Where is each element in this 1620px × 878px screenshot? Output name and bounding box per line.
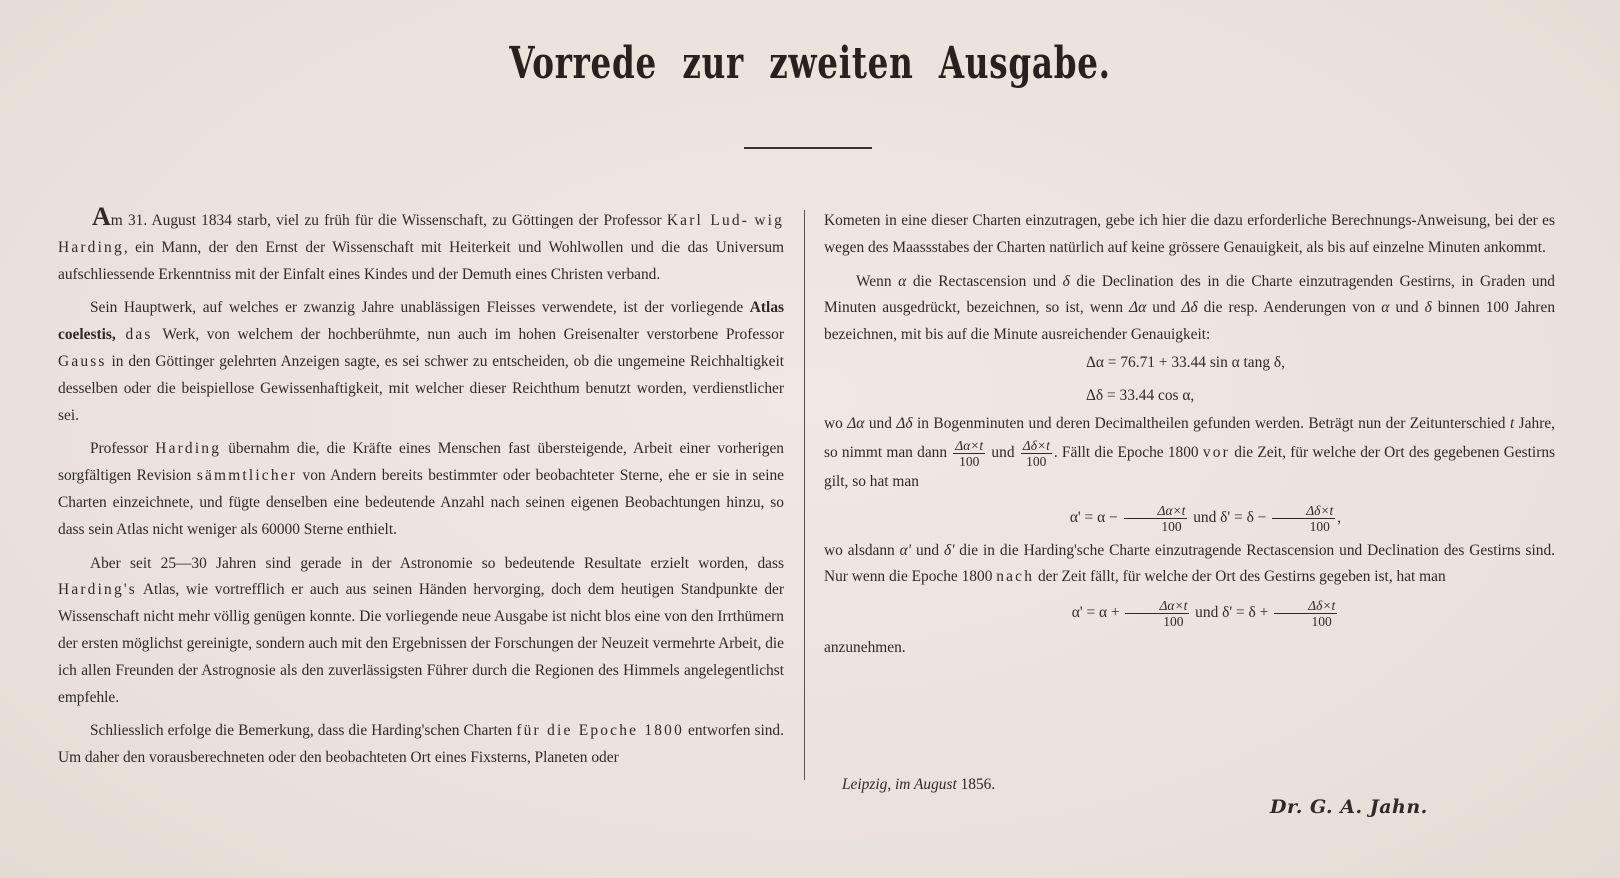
- fraction-denominator: 100: [1309, 518, 1330, 534]
- word-saemmtlicher: sämmtlicher: [196, 467, 298, 485]
- fraction-delta-alpha-t-2: [1124, 503, 1188, 534]
- equation-1: Δα = 76.71 + 33.44 sin α tang δ,: [1086, 353, 1285, 371]
- right-paragraph-3-text-5: . Fällt die Epoche 1800: [1053, 443, 1203, 461]
- name-harding-2: Harding: [155, 440, 222, 458]
- right-paragraph-2-text: Wenn: [856, 272, 899, 290]
- fraction-numerator: Δδ×t: [1022, 437, 1050, 453]
- word-nach: nach: [996, 568, 1035, 586]
- name-gauss: Gauss: [58, 352, 107, 370]
- phrase-epoche-1800: für die Epoche 1800: [516, 722, 684, 740]
- right-paragraph-4: [824, 538, 1555, 592]
- right-paragraph-2-text-4: und: [1146, 299, 1182, 317]
- equation-3-comma: ,: [1337, 508, 1342, 526]
- symbol-delta-delta: Δδ: [1181, 299, 1198, 317]
- paragraph-1-text: m 31. August 1834 starb, viel zu früh für die Wissenschaft, zu Göttingen der Professor: [110, 212, 667, 229]
- equation-4: [824, 598, 1555, 629]
- paragraph-4-text: Aber seit 25—30 Jahren sind gerade in der Astronomie so bedeutende Resultate erzielt worden, dass: [90, 554, 784, 572]
- symbol-delta-alpha: Δα: [1129, 299, 1147, 317]
- right-paragraph-4-text: wo alsdann: [824, 541, 900, 559]
- symbol-delta-delta-2: Δδ: [896, 414, 913, 432]
- year: 1856.: [960, 776, 996, 793]
- column-divider: [804, 210, 805, 780]
- symbol-delta: δ: [1062, 272, 1070, 290]
- fraction-denominator: 100: [959, 453, 980, 469]
- name-harding: wig Harding: [58, 212, 784, 256]
- equation-3-delta-lhs: δ' = δ −: [1220, 508, 1271, 526]
- equation-3: [824, 503, 1555, 534]
- fraction-delta-delta-t-2: [1272, 503, 1335, 534]
- symbol-delta-alpha-2: Δα: [847, 414, 865, 432]
- paragraph-3-text-2: übernahm die, die Kräfte eines Menschen fast übersteigende, Arbeit einer vorherigen sorgfältigen Revision: [58, 440, 784, 485]
- right-paragraph-3-text-6: die Zeit, für welche der Ort des gegebenen Gestirns gilt, so hat man: [824, 443, 1556, 490]
- fraction-delta-alpha-t-3: [1125, 598, 1189, 629]
- paragraph-2-text: Sein Hauptwerk, auf welches er zwanzig Jahre unablässigen Fleisses verwendete, ist der vorliegende: [90, 299, 750, 317]
- paragraph-4-text-2: Atlas, wie vortrefflich er auch aus seinen Händen hervorging, doch dem heutigen Standpunkte der Wissenschaft nicht mehr völlig genügen konnte. Die vorliegende neue Ausgabe ist nicht blos eine von den Irrthümern der ersten möglichst gereinigte, sondern auch mit den Ergebnissen der Forschungen der Neuzeit vermehrte Arbeit, die ich allen Freunden der Astrognosie als den zuverlässigsten Führer durch die Regionen des Himmels angelegentlichst empfehle.: [58, 581, 784, 706]
- paragraph-1-text-2: , ein Mann, der den Ernst der Wissenschaft mit Heiterkeit und Wohlwollen und die das Universum aufschliessende Erkenntniss mit der Einfalt eines Kindes und der Demuth eines Christen verband.: [58, 238, 784, 283]
- name-karl-ludwig: Karl Lud-: [666, 212, 750, 229]
- fraction-denominator: 100: [1311, 614, 1332, 630]
- right-paragraph-2-text-3: die Declination des in die Charte einzutragenden Gestirns, in Graden und Minuten ausgedrückt, bezeichnen, so ist, wenn: [824, 272, 1555, 317]
- word-und: und: [987, 443, 1019, 461]
- fraction-numerator: Δα×t: [955, 437, 984, 453]
- paragraph-5-text-2: entworfen sind. Um daher den vorausberechneten oder den beobachteten Ort eines Fixsterns, Planeten oder: [58, 722, 784, 767]
- paragraph-2: [58, 295, 784, 429]
- right-paragraph-2-text-5: die resp. Aenderungen von: [1197, 299, 1382, 317]
- place-and-date: [842, 776, 995, 794]
- fraction-numerator: Δδ×t: [1272, 503, 1335, 519]
- right-paragraph-3-text-4: Jahre, so nimmt man dann: [824, 414, 1555, 461]
- left-column: [58, 202, 784, 779]
- right-paragraph-2-text-2: die Rectascension und: [906, 272, 1063, 290]
- paragraph-2-text-2: Werk, von welchem der hochberühmte, nun auch im hohen Greisenalter verstorbene Professor: [162, 326, 784, 344]
- right-paragraph-4-text-2: und: [911, 541, 944, 559]
- equation-3-alpha-lhs: α' = α −: [1069, 508, 1122, 526]
- symbol-delta-prime: δ': [943, 541, 955, 559]
- right-paragraph-1: Kometen in eine dieser Charten einzutragen, gebe ich hier die dazu erforderliche Berechnungs-Anweisung, bei der es wegen des Maassstabes der Charten natürlich auf keine grössere Genauigkeit, als bis auf einzelne Minuten ankommt.: [824, 212, 1555, 256]
- word-und-2: und: [1189, 508, 1221, 526]
- fraction-denominator: 100: [1163, 614, 1184, 630]
- right-paragraph-4-text-3: die in die Harding'sche Charte einzutragende Rectascension und Declination des Gestirns sind. Nur wenn die Epoche 1800: [824, 541, 1556, 586]
- right-paragraph-2: [824, 269, 1555, 349]
- right-paragraph-3-text-3: in Bogenminuten und deren Decimaltheilen gefunden werden. Beträgt nun der Zeitunterschied: [912, 414, 1510, 432]
- author-signature: Dr. G. A. Jahn.: [1270, 796, 1428, 818]
- symbol-alpha-prime: α': [899, 541, 912, 559]
- symbol-t: t: [1509, 414, 1515, 432]
- right-paragraph-2-text-7: binnen 100 Jahren bezeichnen, mit bis auf die Minute ausreichender Genauigkeit:: [824, 299, 1556, 344]
- right-paragraph-3-text: wo: [824, 414, 848, 432]
- equation-4-alpha-lhs: α' = α +: [1071, 604, 1124, 622]
- place-date-text: Leipzig, im August: [842, 776, 957, 793]
- paragraph-3-text-3: von Andern bereits bestimmter oder beobachteter Sterne, ehe er sie in seine Charten einzeichnete, und fügte denselben eine bedeutende Anzahl nach seinen eigenen Beobachtungen hinzu, so dass sein Atlas nicht weniger als 60000 Sterne enthielt.: [58, 467, 784, 538]
- title-rule: [744, 147, 872, 149]
- word-vor: vor: [1202, 443, 1231, 461]
- fraction-numerator: Δα×t: [1125, 598, 1189, 614]
- name-hardings: Harding's: [58, 581, 137, 599]
- right-paragraph-3: [824, 411, 1555, 496]
- fraction-delta-alpha-t: [953, 438, 985, 469]
- fraction-delta-delta-t-3: [1274, 598, 1337, 629]
- right-paragraph-5: anzunehmen.: [824, 639, 906, 657]
- paragraph-1: [58, 202, 784, 288]
- paragraph-2-text-3: in den Göttinger gelehrten Anzeigen sagte, es sei schwer zu entscheiden, ob die ungemeine Reichhaltigkeit desselben oder die beispiellose Gewissenhaftigkeit, mit welcher dieser Reichthum benutzt worden, verdienstlicher sei.: [58, 352, 784, 424]
- atlas-coelestis: Atlas coelestis,: [58, 299, 784, 344]
- paragraph-4: [58, 551, 784, 712]
- symbol-delta-2: δ: [1424, 299, 1432, 317]
- symbol-alpha: α: [898, 272, 907, 290]
- symbol-alpha-2: α: [1381, 299, 1390, 317]
- equation-2: Δδ = 33.44 cos α,: [1086, 386, 1195, 404]
- right-paragraph-3-text-2: und: [864, 414, 897, 432]
- paragraph-3: [58, 436, 784, 543]
- fraction-denominator: 100: [1026, 453, 1047, 469]
- right-column: [824, 208, 1555, 669]
- equation-4-delta-lhs: δ' = δ +: [1222, 604, 1273, 622]
- right-paragraph-2-text-6: und: [1389, 299, 1425, 317]
- paragraph-5-text: Schliesslich erfolge die Bemerkung, dass die Harding'schen Charten: [90, 722, 517, 740]
- fraction-numerator: Δα×t: [1124, 503, 1188, 519]
- paragraph-3-text: Professor: [90, 440, 156, 458]
- fraction-numerator: Δδ×t: [1274, 598, 1337, 614]
- page-title: Vorrede zur zweiten Ausgabe.: [509, 38, 1111, 89]
- drop-cap: A: [92, 202, 111, 231]
- word-das: das: [115, 326, 163, 344]
- fraction-delta-delta-t: [1021, 438, 1052, 469]
- word-und-3: und: [1191, 604, 1223, 622]
- fraction-denominator: 100: [1161, 518, 1182, 534]
- paragraph-5: [58, 718, 784, 772]
- right-paragraph-4-text-4: der Zeit fällt, für welche der Ort des Gestirns gegeben ist, hat man: [1034, 568, 1446, 586]
